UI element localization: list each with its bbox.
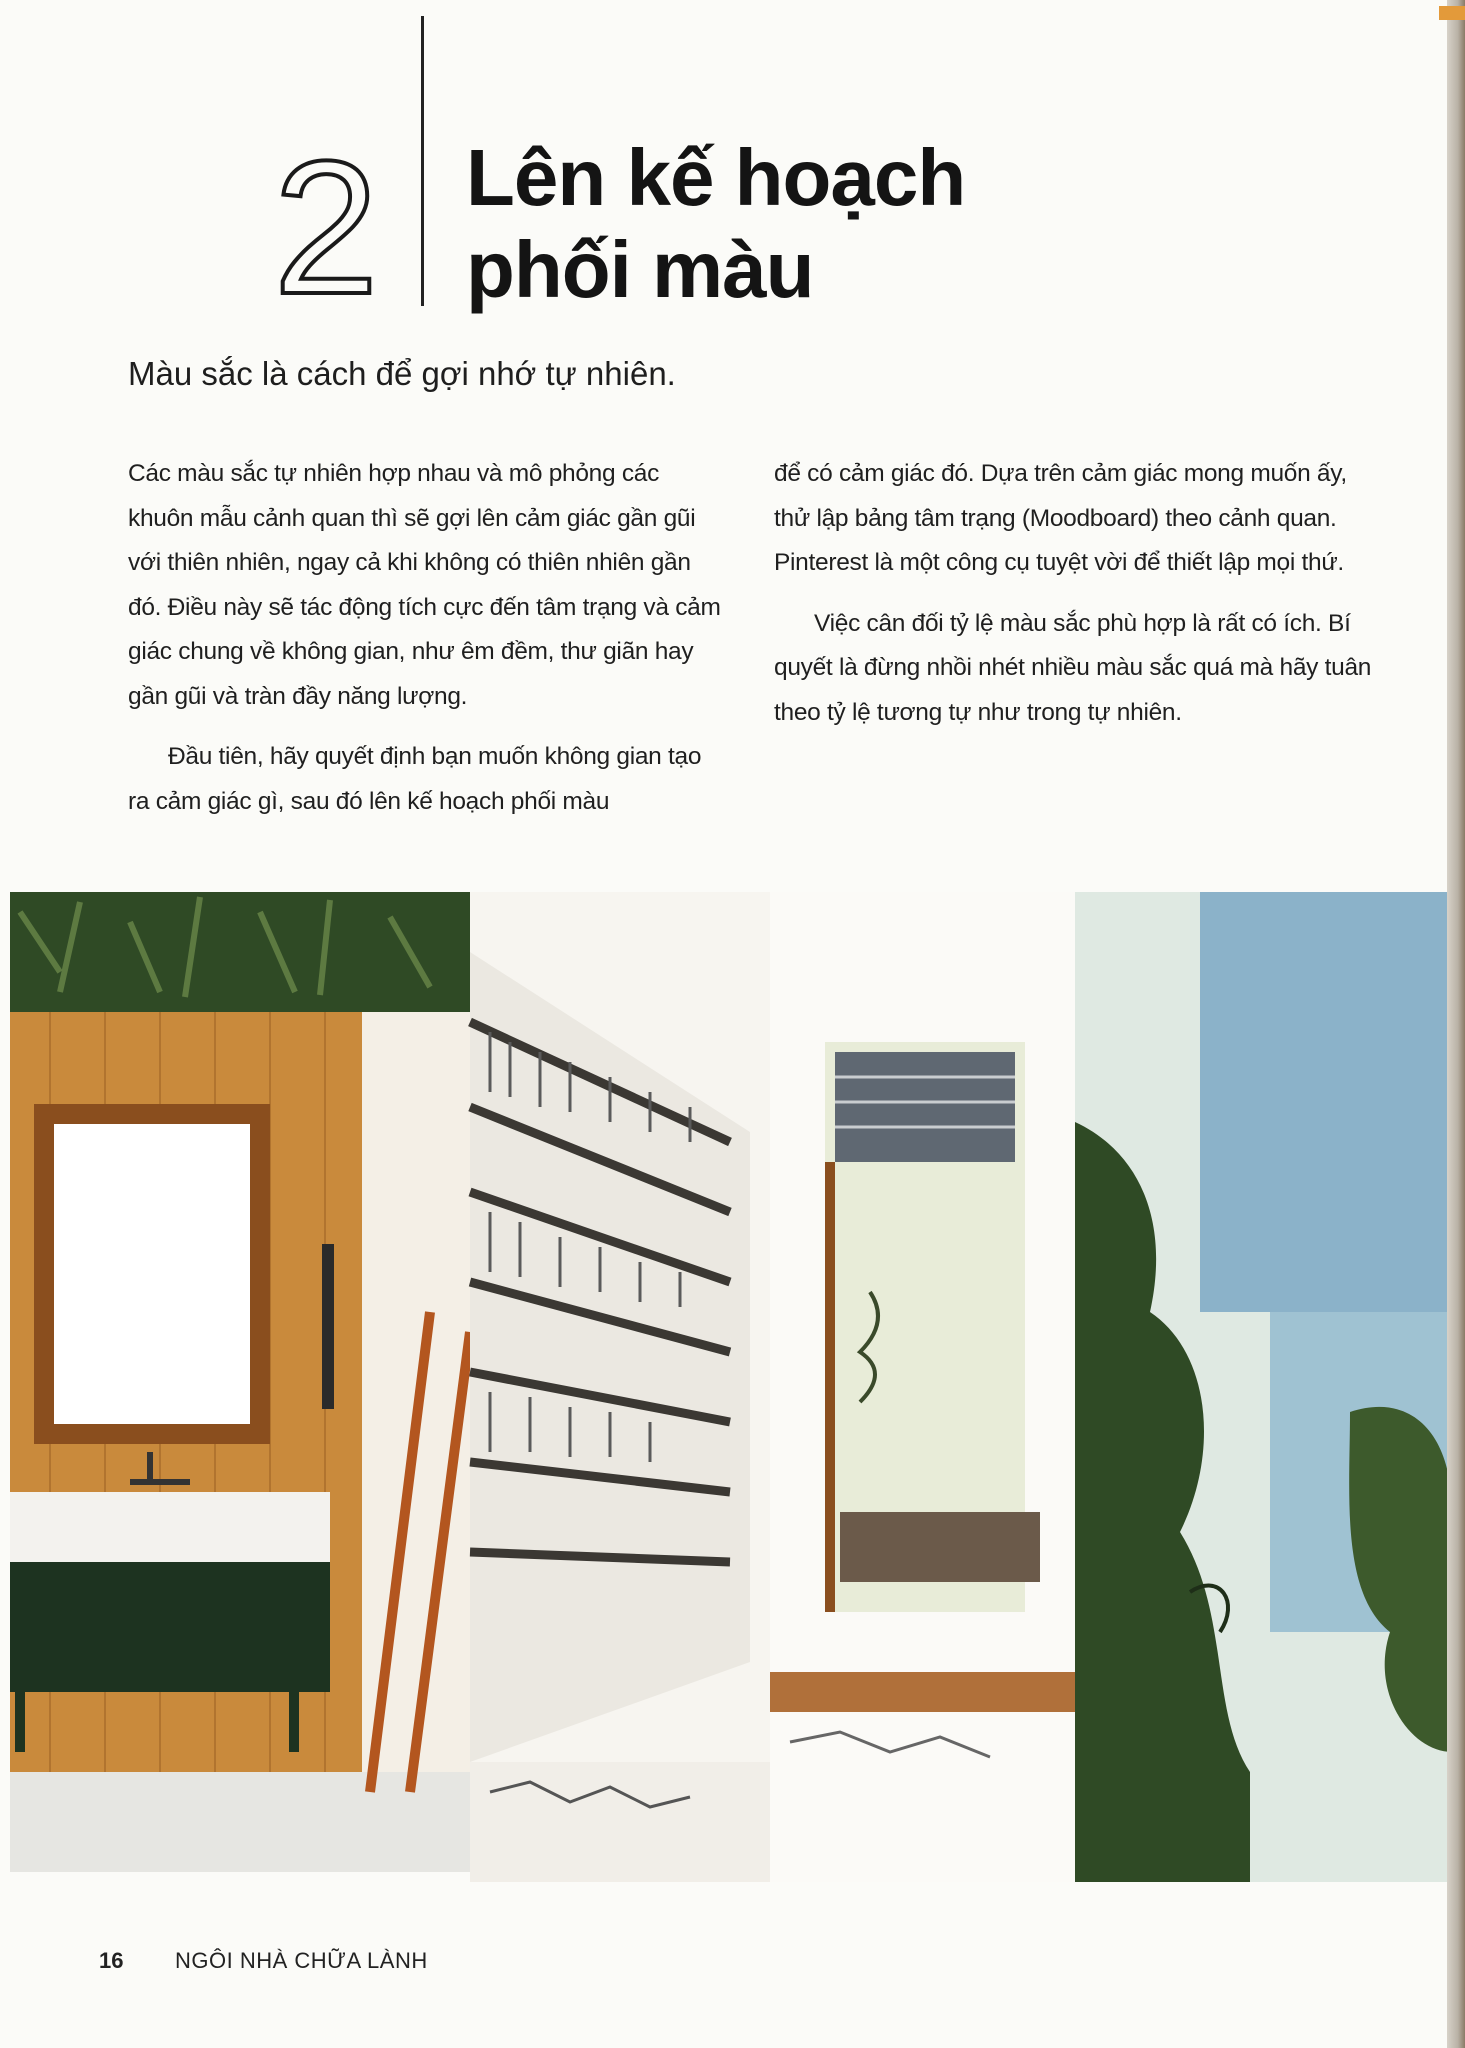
paragraph: Việc cân đối tỷ lệ màu sắc phù hợp là rất có ích. Bí quyết là đừng nhồi nhét nhiều màu sắc quá mà hãy tuân theo tỷ lệ tương tự như trong tự nhiên. [774, 609, 1372, 726]
running-title: NGÔI NHÀ CHỮA LÀNH [175, 1948, 428, 1973]
body-column-right [774, 452, 1374, 751]
chapter-subtitle: Màu sắc là cách để gợi nhớ tự nhiên. [128, 355, 676, 392]
book-spine-edge [1447, 0, 1465, 2048]
bathroom-sketch [10, 892, 470, 1872]
chapter-title-line-2: phối màu [466, 225, 814, 314]
paragraph: để có cảm giác đó. Dựa trên cảm giác mong muốn ấy, thử lập bảng tâm trạng (Moodboard) theo cảnh quan. Pinterest là một công cụ tuyệt vời để thiết lập mọi thứ. [774, 460, 1347, 576]
chapter-title [466, 132, 965, 316]
foliage-sketch [1075, 892, 1452, 1882]
body-column-left [128, 452, 728, 840]
page-tab-marker [1439, 6, 1465, 20]
bookshelf-sketch [470, 892, 770, 1882]
page-number: 16 [99, 1948, 124, 1973]
chapter-number-text: 2 [273, 145, 379, 305]
chapter-number [262, 145, 390, 305]
paragraph: Đầu tiên, hãy quyết định bạn muốn không gian tạo ra cảm giác gì, sau đó lên kế hoạch phối màu [128, 743, 702, 815]
interior-illustration [10, 892, 1452, 1882]
chapter-title-line-1: Lên kế hoạch [466, 133, 966, 222]
title-divider [421, 16, 424, 306]
window-nook-sketch [770, 892, 1080, 1882]
paragraph: Các màu sắc tự nhiên hợp nhau và mô phỏng các khuôn mẫu cảnh quan thì sẽ gợi lên cảm giác gần gũi với thiên nhiên, ngay cả khi không có thiên nhiên gần đó. Điều này sẽ tác động tích cực đến tâm trạng và cảm giác chung về không gian, như êm đềm, thư giãn hay gần gũi và tràn đầy năng lượng. [128, 460, 721, 710]
